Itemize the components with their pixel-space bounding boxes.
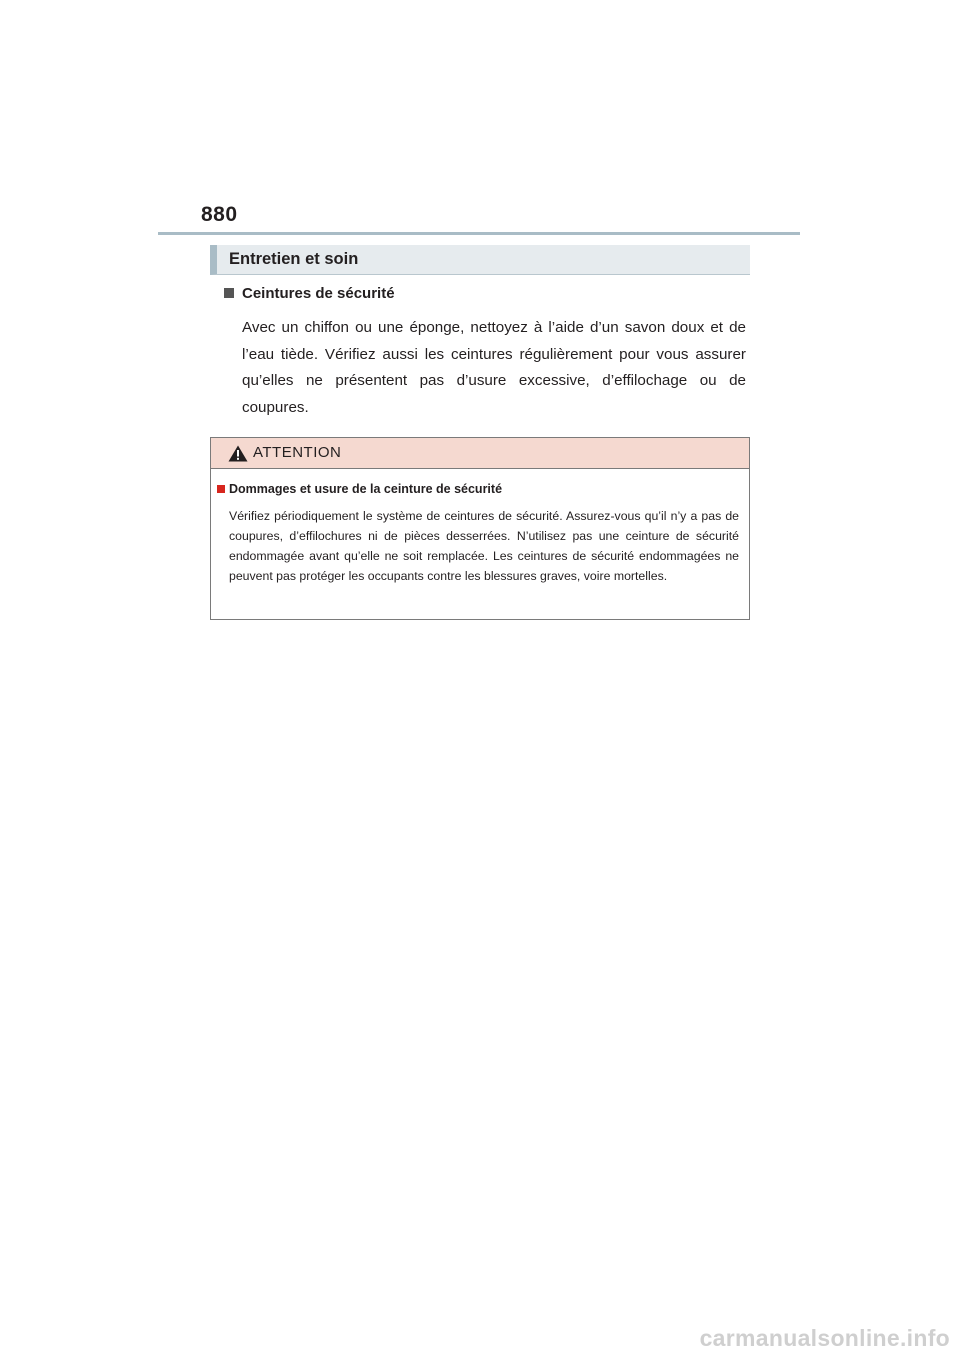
- section-title: Entretien et soin: [229, 250, 359, 268]
- item-heading: [224, 285, 395, 302]
- section-header: [210, 245, 750, 275]
- warning-triangle-icon: [228, 445, 248, 462]
- header-rule: [158, 232, 800, 235]
- warning-item-heading: [217, 482, 502, 496]
- warning-label: ATTENTION: [253, 444, 342, 461]
- bullet-square-icon: [224, 288, 234, 298]
- warning-item-heading-text: Dommages et usure de la ceinture de sécurité: [229, 482, 503, 496]
- item-heading-text: Ceintures de sécurité: [242, 285, 395, 302]
- page-number: 880: [201, 203, 238, 226]
- warning-box: [210, 437, 750, 620]
- red-bullet-square-icon: [217, 485, 225, 493]
- watermark: carmanualsonline.info: [699, 1325, 950, 1351]
- warning-text: Vérifiez périodiquement le système de ceintures de sécurité. Assurez-vous qu’il n’y a pas de coupures, d’effilochures ni de pièces desserrées. N’utilisez pas une ceinture de sécurité endommagée avant qu’elle ne soit remplacée. Les ceintures de sécurité endommagées ne peuvent pas protéger les occupants contre les blessures graves, voire mortelles.: [229, 509, 739, 583]
- warning-header: [211, 438, 749, 469]
- item-body-text: Avec un chiffon ou une éponge, nettoyez à l’aide d’un savon doux et de l’eau tiède. Vérifiez aussi les ceintures régulièrement pour vous assurer qu’elles ne présentent pas d’usure excessive, d’effilochage ou de coupures.: [242, 319, 746, 416]
